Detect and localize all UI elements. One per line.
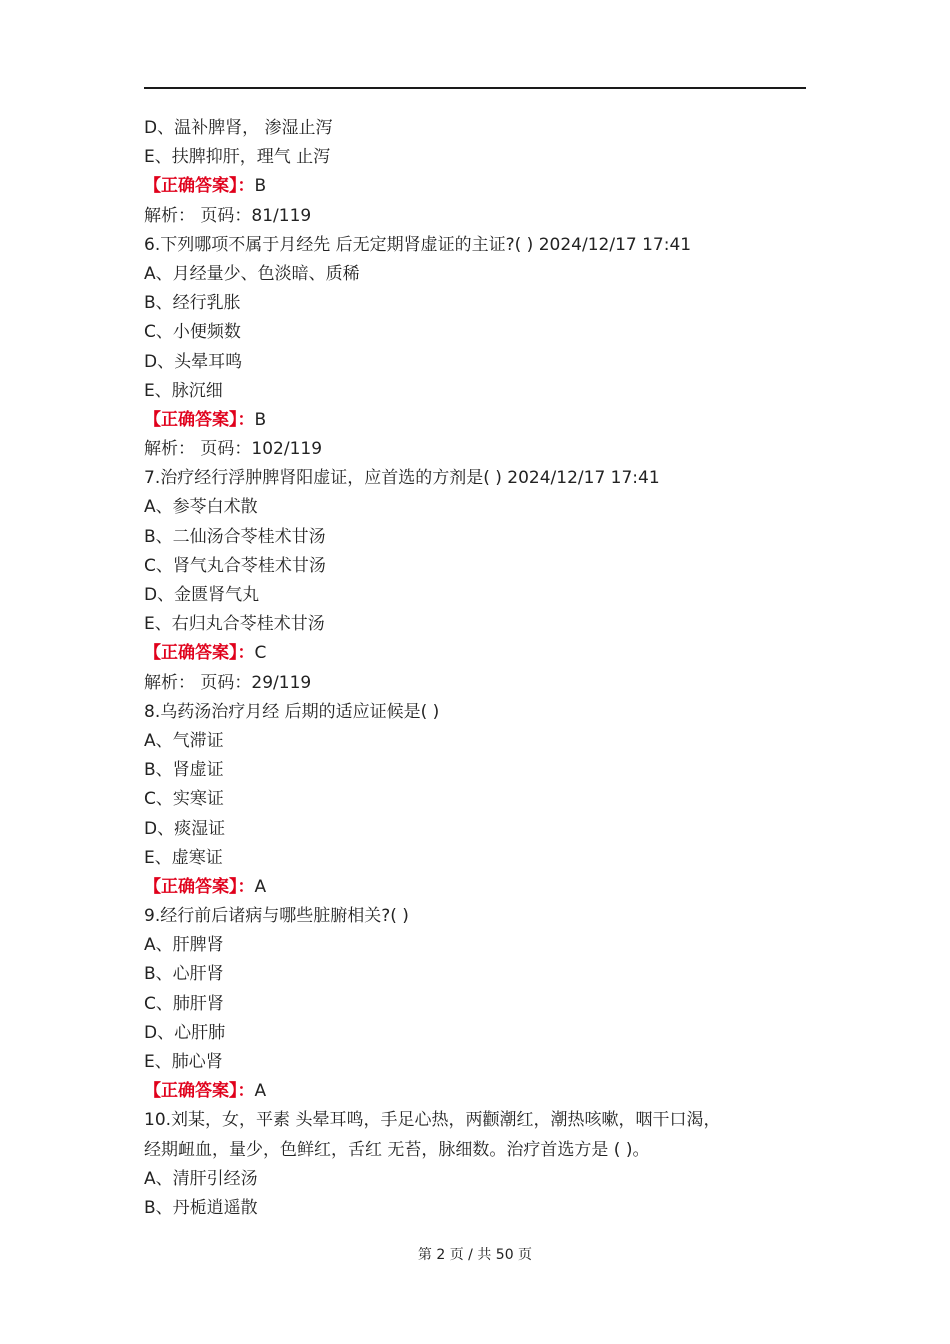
correct-answer-value: A (254, 1081, 267, 1102)
correct-answer-label: 【正确答案】： (144, 643, 255, 664)
correct-answer-label: 【正确答案】： (144, 176, 255, 197)
text-line: B、心肝肾 (144, 964, 224, 985)
correct-answer-label: 【正确答案】： (144, 876, 255, 897)
text-line: E、右归丸合苓桂术甘汤 (144, 614, 325, 635)
document-body (144, 114, 810, 1223)
text-line: E、肺心肾 (144, 1052, 223, 1072)
text-line: D、心肝肺 (144, 1022, 226, 1043)
text-line: A、参苓白术散 (144, 497, 258, 518)
text-line: D、痰湿证 (144, 818, 226, 839)
text-line: 解析： 页码：81/119 (144, 205, 312, 226)
text-line: A、月经量少、色淡暗、质稀 (144, 263, 360, 284)
header-rule (144, 87, 806, 89)
text-line: 8.乌药汤治疗月经 后期的适应证候是( ) (144, 701, 440, 722)
text-line: E、扶脾抑肝，理气 止泻 (144, 147, 331, 168)
text-line: 10.刘某，女，平素 头晕耳鸣，手足心热，两颧潮红，潮热咳嗽，咽干口渴， (144, 1110, 721, 1131)
text-line: B、丹栀逍遥散 (144, 1197, 258, 1218)
correct-answer-line (144, 639, 810, 668)
text-line: B、经行乳胀 (144, 293, 241, 314)
text-line: A、肝脾肾 (144, 935, 224, 956)
text-line: D、头晕耳鸣 (144, 351, 243, 372)
text-line: C、肾气丸合苓桂术甘汤 (144, 555, 326, 576)
correct-answer-line (144, 172, 810, 201)
correct-answer-value: A (254, 876, 267, 897)
correct-answer-value: B (254, 176, 267, 197)
text-line: 解析： 页码：29/119 (144, 672, 312, 693)
correct-answer-value: B (254, 409, 267, 430)
correct-answer-line (144, 406, 810, 435)
text-line: A、气滞证 (144, 730, 224, 751)
text-line: E、脉沉细 (144, 380, 223, 401)
text-line: C、小便频数 (144, 322, 241, 343)
text-line: A、清肝引经汤 (144, 1168, 258, 1189)
text-line: 9.经行前后诸病与哪些脏腑相关?( ) (144, 906, 409, 927)
text-line: C、肺肝肾 (144, 993, 224, 1014)
text-line: 7.治疗经行浮肿脾肾阳虚证，应首选的方剂是( ) 2024/12/17 17:41 (144, 468, 660, 489)
page-footer: 第 2 页 / 共 50 页 (417, 1247, 533, 1263)
text-line: E、虚寒证 (144, 847, 223, 868)
text-line: 解析： 页码：102/119 (144, 439, 323, 460)
text-line: B、肾虚证 (144, 760, 224, 781)
correct-answer-label: 【正确答案】： (144, 1081, 255, 1102)
correct-answer-line (144, 873, 810, 902)
correct-answer-value: C (254, 643, 267, 664)
text-line: 6.下列哪项不属于月经先 后无定期肾虚证的主证?( ) 2024/12/17 17:41 (144, 234, 692, 255)
text-line: D、温补脾肾， 渗湿止泻 (144, 118, 333, 138)
text-line: C、实寒证 (144, 789, 224, 810)
text-line: 经期衄血，量少，色鲜红，舌红 无苔，脉细数。治疗首选方是 ( )。 (144, 1139, 650, 1160)
correct-answer-label: 【正确答案】： (144, 409, 255, 430)
text-line: D、金匮肾气丸 (144, 585, 260, 605)
correct-answer-line (144, 1077, 810, 1106)
text-line: B、二仙汤合苓桂术甘汤 (144, 526, 326, 547)
